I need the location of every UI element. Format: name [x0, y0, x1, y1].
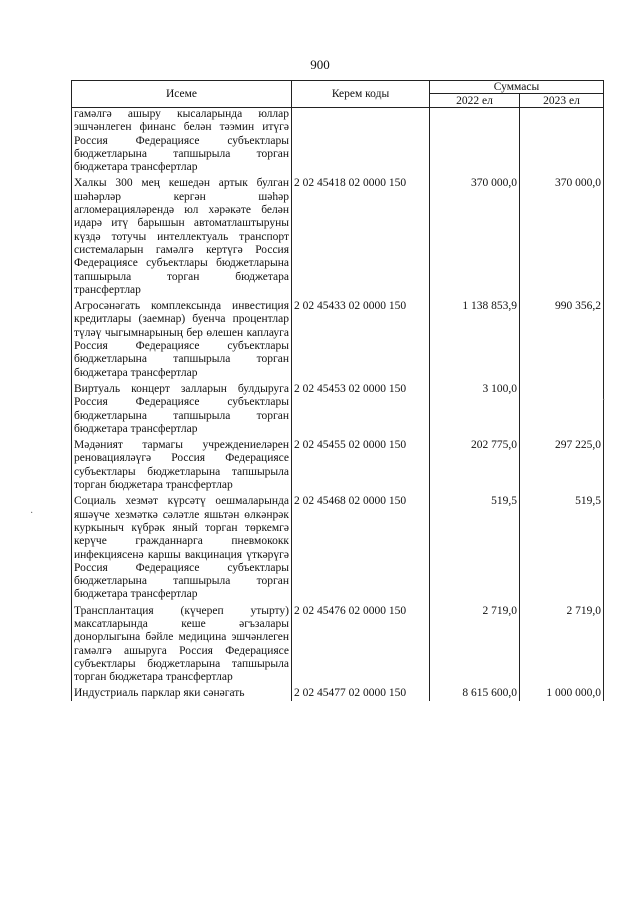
table-row	[72, 380, 604, 436]
row-code-cell: 2 02 45455 02 0000 150	[292, 436, 430, 492]
table-row	[72, 492, 604, 601]
header-year-2022: 2022 ел	[430, 94, 520, 108]
margin-mark: ·	[30, 508, 34, 519]
row-value-2022-cell: 519,5	[430, 492, 520, 601]
header-year-2023: 2023 ел	[520, 94, 604, 108]
row-name-cell: Агросәнәгать комплексында инвестиция кредитлары (заемнар) буенча процентлар түләү чыгымнарының бер өлешен каплауга Россия Федерациясе субъектлары бюджетларына тапшырыла торган бюджетара трансфертлар	[72, 297, 292, 380]
table-row	[72, 297, 604, 380]
row-name-cell: Индустриаль парклар яки сәнәгать	[72, 684, 292, 700]
row-name-cell: гамәлгә ашыру кысаларында юллар эшчәнлеген финанс белән тәэмин итүгә Россия Федерациясе субъектлары бюджетларына тапшырыла торган бюджетара трансфертлар	[72, 108, 292, 175]
row-value-2023-cell: 1 000 000,0	[520, 684, 604, 700]
row-value-2023-cell: 297 225,0	[520, 436, 604, 492]
row-name-cell: Трансплантация (күчереп утырту) максатларында кеше әгъзалары донорлыгына бәйле медицина эшчәнлеген гамәлгә ашыруга Россия Федерациясе субъектлары бюджетларына тапшырыла торган бюджетара трансфертлар	[72, 602, 292, 685]
row-value-2022-cell: 8 615 600,0	[430, 684, 520, 700]
row-value-2023-cell	[520, 108, 604, 175]
row-value-2022-cell: 370 000,0	[430, 174, 520, 297]
row-code-cell: 2 02 45476 02 0000 150	[292, 602, 430, 685]
row-code-cell	[292, 108, 430, 175]
row-value-2022-cell	[430, 108, 520, 175]
table-body	[72, 108, 604, 701]
row-code-cell: 2 02 45433 02 0000 150	[292, 297, 430, 380]
row-value-2022-cell: 202 775,0	[430, 436, 520, 492]
row-code-cell: 2 02 45468 02 0000 150	[292, 492, 430, 601]
header-name: Исеме	[72, 81, 292, 108]
table-row	[72, 436, 604, 492]
row-name-cell: Мәдәният тармагы учреждениеләрен реновацияләүгә Россия Федерациясе субъектлары бюджетларына тапшырыла торган бюджетара трансфертлар	[72, 436, 292, 492]
table-row	[72, 602, 604, 685]
page-number: 900	[310, 57, 330, 72]
row-value-2023-cell	[520, 380, 604, 436]
header-sums: Суммасы	[430, 81, 604, 94]
row-code-cell: 2 02 45477 02 0000 150	[292, 684, 430, 700]
budget-table	[71, 80, 604, 701]
margin-mark: ·	[602, 395, 606, 406]
row-name-cell: Халкы 300 мең кешедән артык булган шәһәрләр кергән шәһәр агломерацияләрендә юл хәрәкәте белән идарә итү барышын автоматлаштыруны күздә тотучы интеллектуаль транспорт системаларын гамәлгә кертүгә Россия Федерациясе субъектлары бюджетларына тапшырыла торган бюджетара трансфертлар	[72, 174, 292, 297]
row-value-2023-cell: 990 356,2	[520, 297, 604, 380]
row-value-2022-cell: 2 719,0	[430, 602, 520, 685]
row-code-cell: 2 02 45418 02 0000 150	[292, 174, 430, 297]
table-row	[72, 108, 604, 175]
row-value-2022-cell: 3 100,0	[430, 380, 520, 436]
row-value-2023-cell: 519,5	[520, 492, 604, 601]
row-name-cell: Социаль хезмәт күрсәтү оешмаларында яшәүче хезмәткә сәләтле яшьтән өлкәнрәк куркыныч күбрәк яный торган төркемгә керүче гражданнарга пневмококк инфекциясенә каршы вакцинация үткәрүгә Россия Федерациясе субъектлары бюджетларына тапшырыла торган бюджетара трансфертлар	[72, 492, 292, 601]
header-code: Керем коды	[292, 81, 430, 108]
table-row	[72, 174, 604, 297]
row-name-cell: Виртуаль концерт залларын булдыруга Россия Федерациясе субъектлары бюджетларына тапшырыла торган бюджетара трансфертлар	[72, 380, 292, 436]
row-value-2023-cell: 2 719,0	[520, 602, 604, 685]
row-value-2023-cell: 370 000,0	[520, 174, 604, 297]
row-code-cell: 2 02 45453 02 0000 150	[292, 380, 430, 436]
table-row	[72, 684, 604, 700]
table-header	[72, 81, 604, 108]
row-value-2022-cell: 1 138 853,9	[430, 297, 520, 380]
